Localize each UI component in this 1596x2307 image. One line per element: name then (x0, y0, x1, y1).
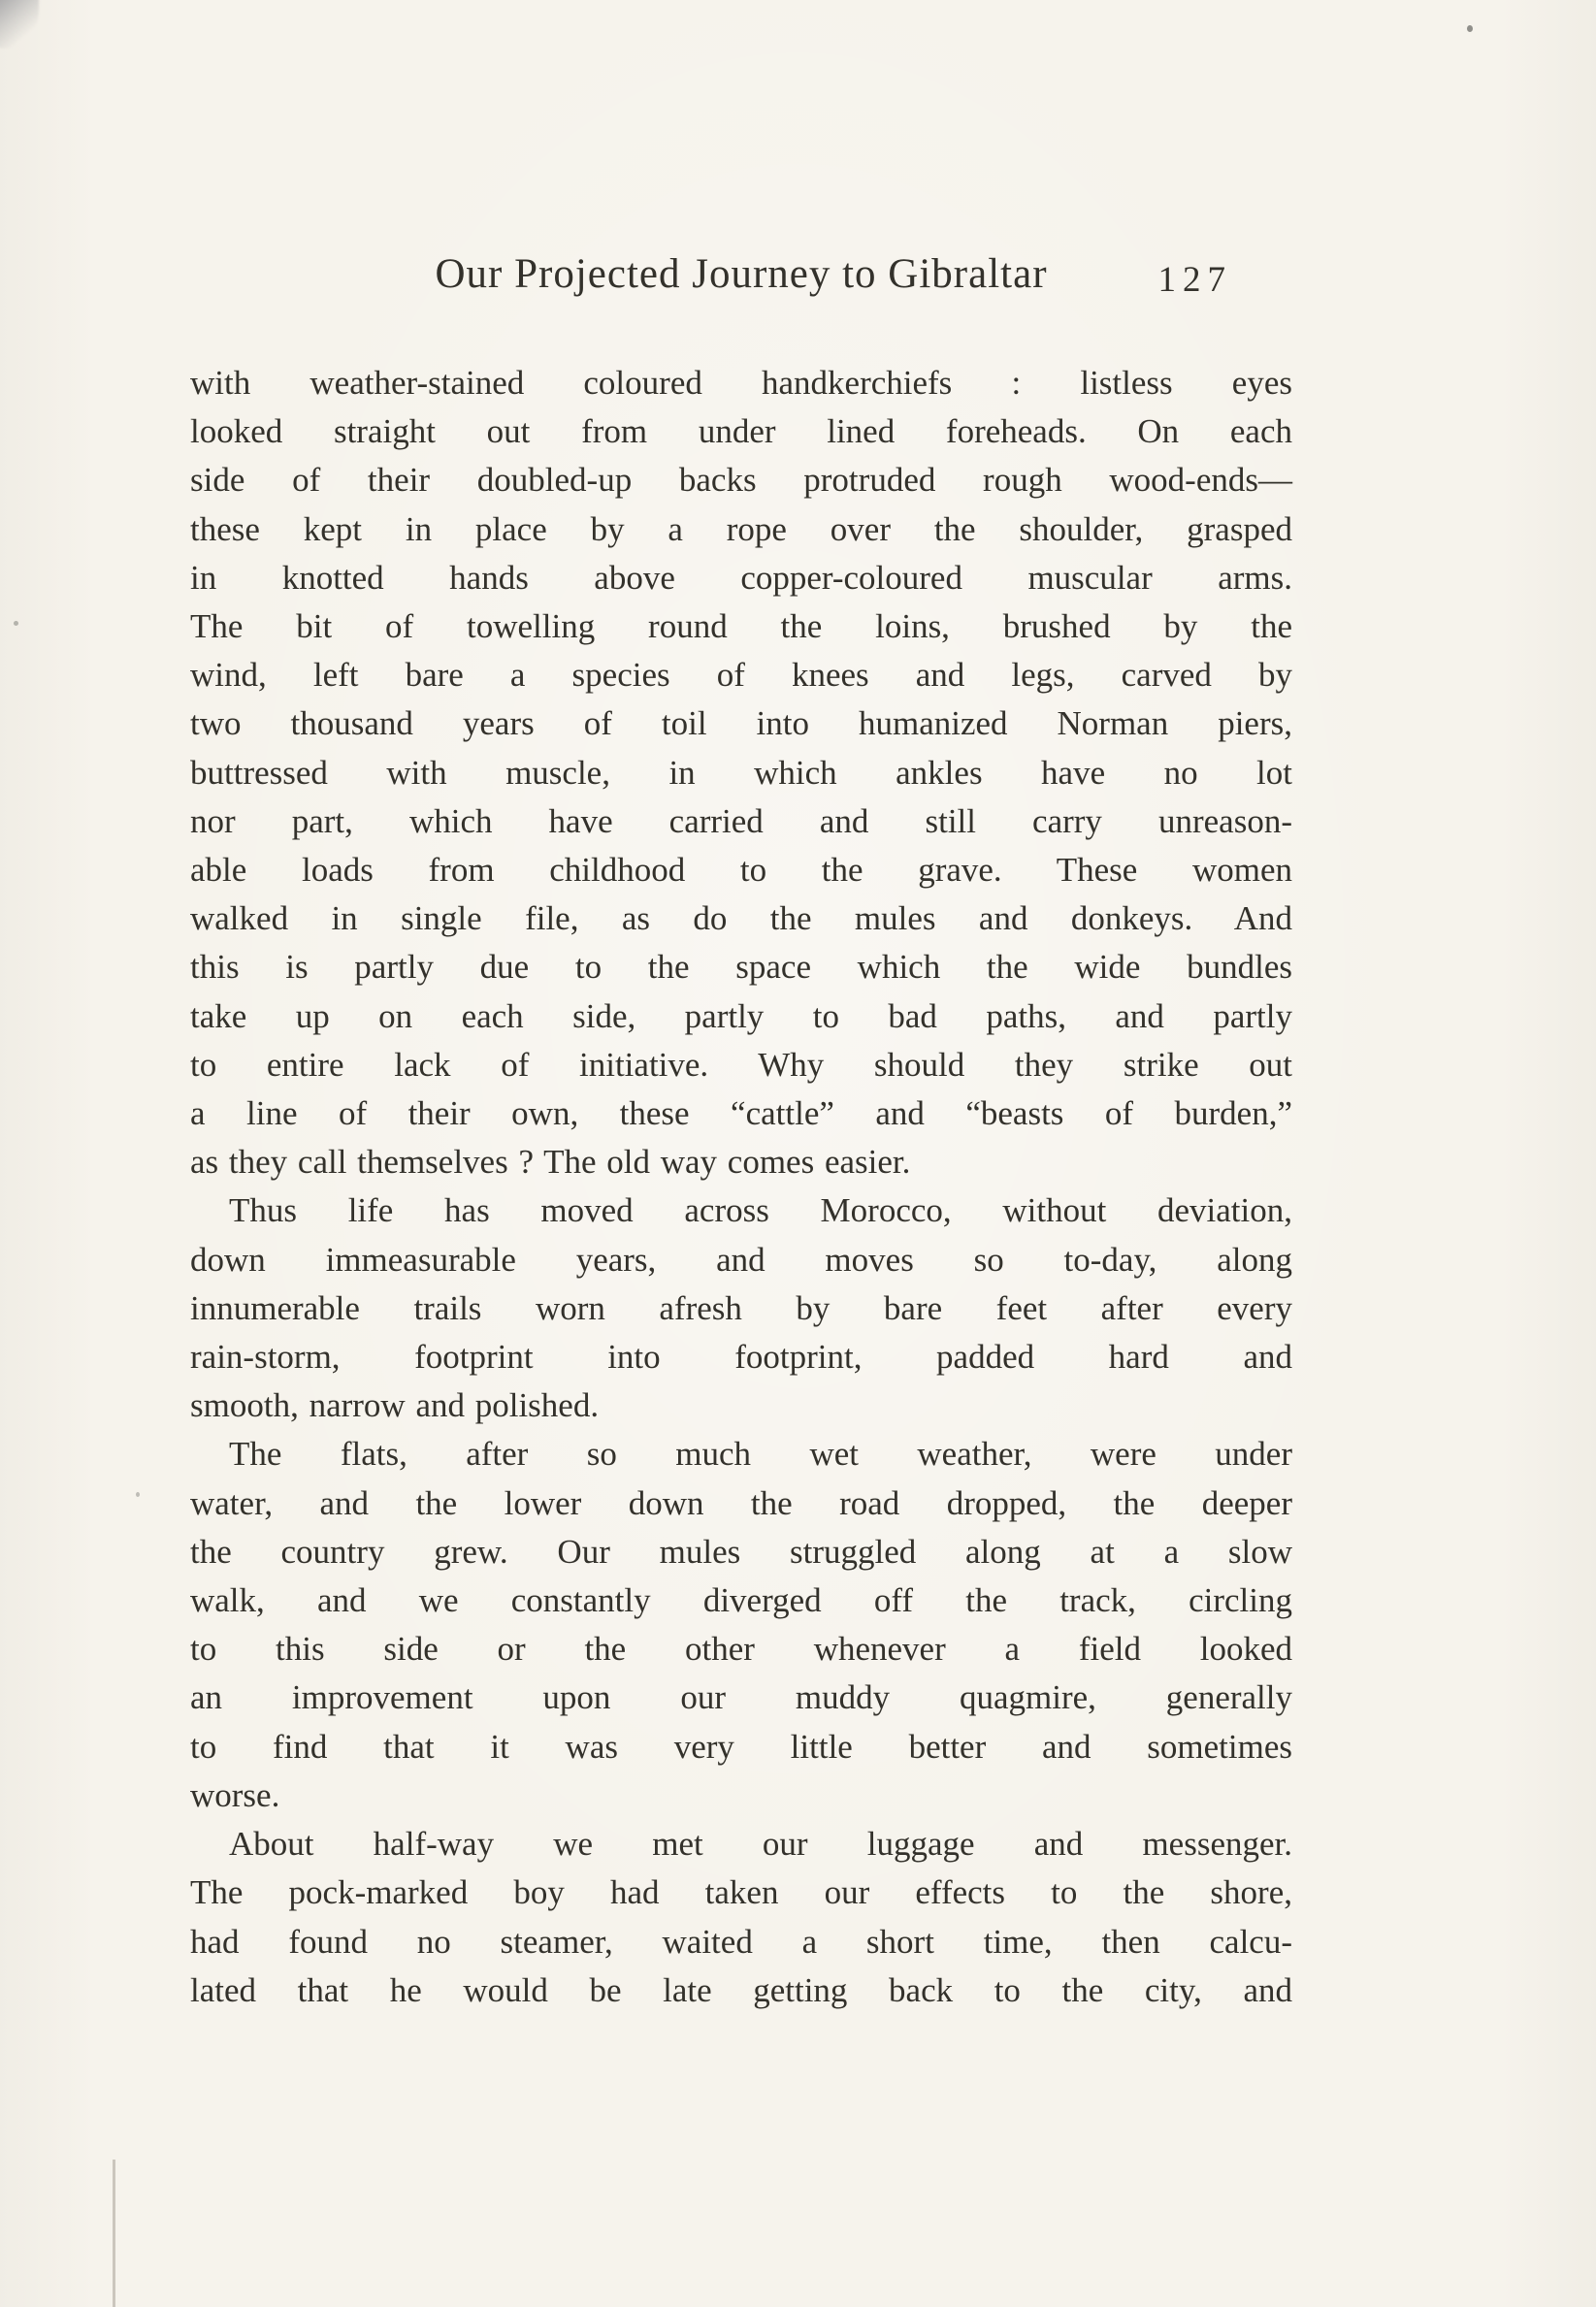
paragraph (190, 359, 1292, 1186)
text-line: wind, left bare a species of knees and legs, carved by (190, 656, 1292, 695)
text-line: take up on each side, partly to bad paths, and partly (190, 996, 1292, 1035)
text-line: had found no steamer, waited a short time, then calcu- (190, 1922, 1292, 1961)
scan-gutter-line (113, 2160, 115, 2307)
text-block (190, 250, 1292, 2015)
scan-speck-top-right (1467, 25, 1473, 32)
text-line: with weather-stained coloured handkerchiefs : listless eyes (190, 364, 1292, 402)
text-line: side of their doubled-up backs protruded rough wood-ends— (190, 461, 1292, 500)
text-line: About half-way we met our luggage and messenger. (229, 1825, 1292, 1864)
text-line: the country grew. Our mules struggled along at a slow (190, 1532, 1292, 1571)
text-line: walk, and we constantly diverged off the track, circling (190, 1581, 1292, 1620)
text-line: The bit of towelling round the loins, brushed by the (190, 607, 1292, 646)
text-line: to find that it was very little better and sometimes (190, 1727, 1292, 1766)
text-line: rain-storm, footprint into footprint, padded hard and (190, 1338, 1292, 1377)
text-line: worse. (190, 1775, 280, 1814)
text-line: nor part, which have carried and still carry unreason- (190, 801, 1292, 840)
text-line: looked straight out from under lined foreheads. On each (190, 412, 1292, 451)
scan-speck-left-margin (14, 621, 18, 626)
body-text (190, 359, 1292, 2015)
text-line: The pock-marked boy had taken our effects to the shore, (190, 1873, 1292, 1912)
text-line: two thousand years of toil into humanized Norman piers, (190, 704, 1292, 743)
running-title: Our Projected Journey to Gibraltar (435, 251, 1048, 297)
scan-speck-left-margin-2 (136, 1492, 140, 1497)
text-line: walked in single file, as do the mules and donkeys. And (190, 899, 1292, 938)
paragraph (190, 1430, 1292, 1820)
paragraph (190, 1186, 1292, 1430)
text-line: this is partly due to the space which the wide bundles (190, 948, 1292, 987)
text-line: as they call themselves ? The old way comes easier. (190, 1143, 911, 1182)
page-number: 127 (1157, 260, 1232, 300)
text-line: these kept in place by a rope over the shoulder, grasped (190, 509, 1292, 548)
text-line: a line of their own, these “cattle” and “beasts of burden,” (190, 1094, 1292, 1133)
paragraph (190, 1820, 1292, 2015)
text-line: innumerable trails worn afresh by bare feet after every (190, 1288, 1292, 1327)
text-line: Thus life has moved across Morocco, without deviation, (229, 1191, 1292, 1230)
text-line: down immeasurable years, and moves so to-day, along (190, 1240, 1292, 1279)
scan-smudge-top-left (0, 0, 39, 49)
text-line: to entire lack of initiative. Why should they strike out (190, 1045, 1292, 1084)
text-line: able loads from childhood to the grave. These women (190, 851, 1292, 890)
text-line: The flats, after so much wet weather, were under (229, 1435, 1292, 1474)
text-line: to this side or the other whenever a field looked (190, 1630, 1292, 1669)
text-line: water, and the lower down the road dropped, the deeper (190, 1483, 1292, 1522)
text-line: an improvement upon our muddy quagmire, generally (190, 1678, 1292, 1717)
text-line: buttressed with muscle, in which ankles have no lot (190, 753, 1292, 792)
page-header (190, 250, 1292, 299)
text-line: in knotted hands above copper-coloured muscular arms. (190, 558, 1292, 597)
text-line: lated that he would be late getting back to the city, and (190, 1970, 1292, 2009)
text-line: smooth, narrow and polished. (190, 1386, 600, 1425)
